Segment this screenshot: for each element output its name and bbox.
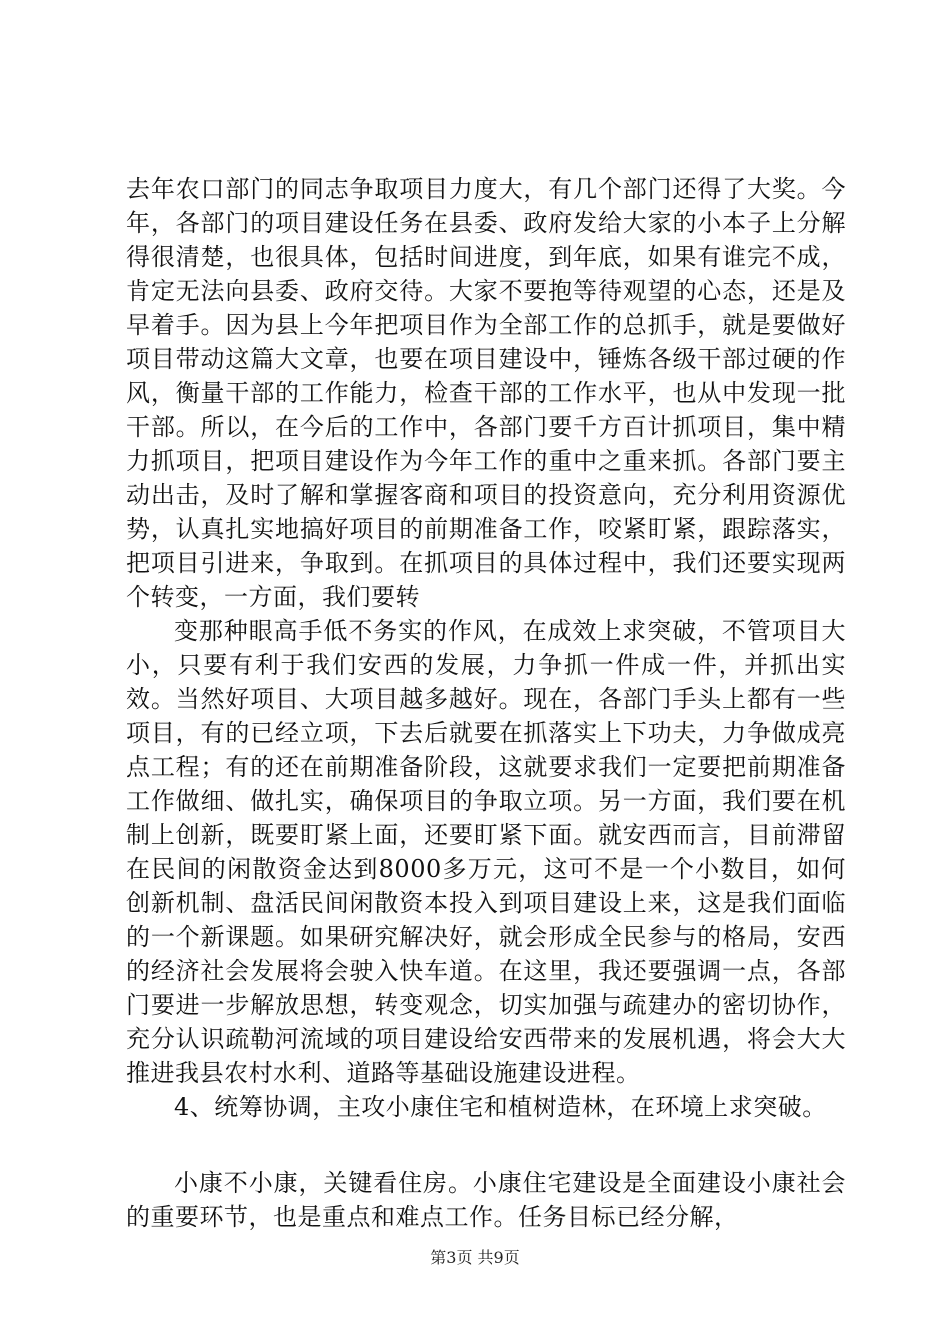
paragraph-3: 小康不小康，关键看住房。小康住宅建设是全面建设小康社会的重要环节，也是重点和难点工作。任务目标已经分解， (126, 1169, 846, 1231)
section-heading-4: 4、统筹协调，主攻小康住宅和植树造林，在环境上求突破。 (174, 1093, 827, 1121)
paragraph-1: 去年农口部门的同志争取项目力度大，有几个部门还得了大奖。今年，各部门的项目建设任务在县委、政府发给大家的小本子上分解得很清楚，也很具体，包括时间进度，到年底，如果有谁完不成，肯定无法向县委、政府交待。大家不要抱等待观望的心态，还是及早着手。因为县上今年把项目作为全部工作的总抓手，就是要做好项目带动这篇大文章，也要在项目建设中，锤炼各级干部过硬的作风，衡量干部的工作能力，检查干部的工作水平，也从中发现一批干部。所以，在今后的工作中，各部门要千方百计抓项目，集中精力抓项目，把项目建设作为今年工作的重中之重来抓。各部门要主动出击，及时了解和掌握客商和项目的投资意向，充分利用资源优势，认真扎实地搞好项目的前期准备工作，咬紧盯紧，跟踪落实，把项目引进来，争取到。在抓项目的具体过程中，我们还要实现两个转变，一方面，我们要转 (126, 175, 846, 611)
document-body (126, 172, 846, 1234)
paragraph-gap (126, 1124, 846, 1166)
page-number-footer: 第3页 共9页 (430, 1248, 520, 1267)
paragraph-2: 变那种眼高手低不务实的作风，在成效上求突破，不管项目大小，只要有利于我们安西的发展，力争抓一件成一件，并抓出实效。当然好项目、大项目越多越好。现在，各部门手头上都有一些项目，有的已经立项，下去后就要在抓落实上下功夫，力争做成亮点工程；有的还在前期准备阶段，这就要求我们一定要把前期准备工作做细、做扎实，确保项目的争取立项。另一方面，我们要在机制上创新，既要盯紧上面，还要盯紧下面。就安西而言，目前滞留在民间的闲散资金达到8000多万元，这可不是一个小数目，如何创新机制、盘活民间闲散资本投入到项目建设上来，这是我们面临的一个新课题。如果研究解决好，就会形成全民参与的格局，安西的经济社会发展将会驶入快车道。在这里，我还要强调一点，各部门要进一步解放思想，转变观念，切实加强与疏建办的密切协作，充分认识疏勒河流域的项目建设给安西带来的发展机遇，将会大大推进我县农村水利、道路等基础设施建设进程。 (126, 617, 846, 1087)
